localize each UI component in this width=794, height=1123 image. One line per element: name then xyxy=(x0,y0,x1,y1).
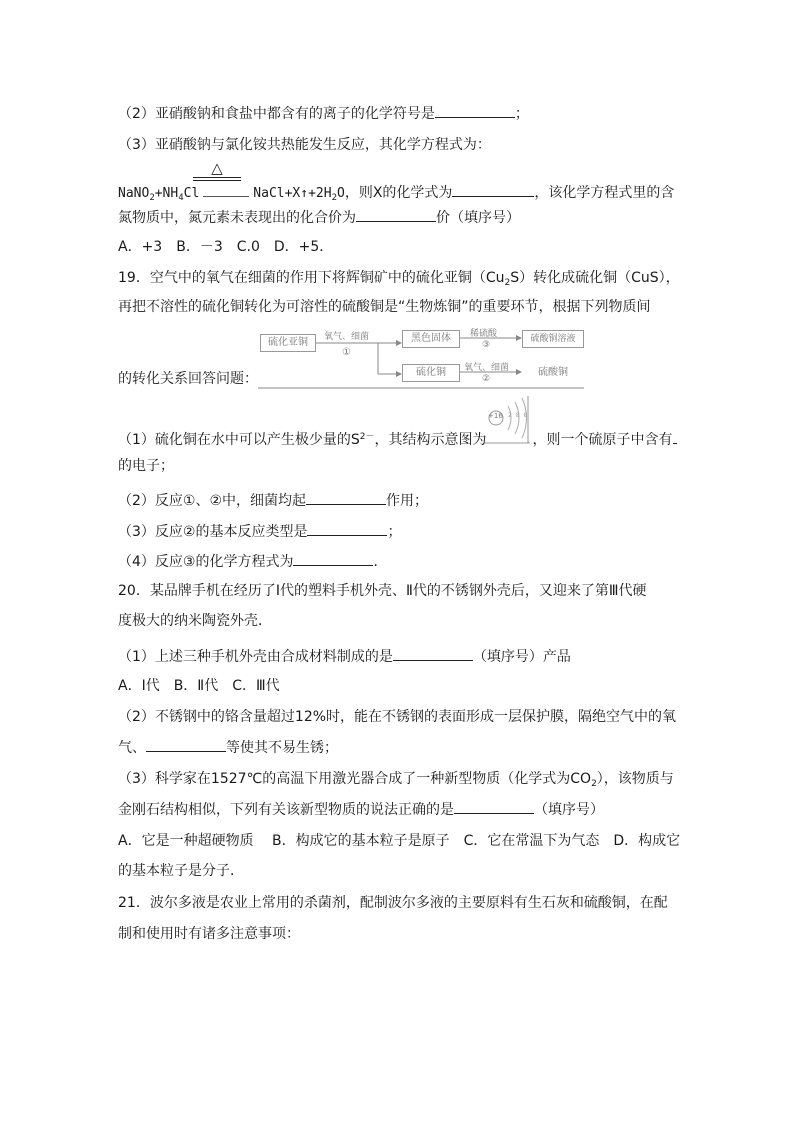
arrow3-label: 稀硫酸 xyxy=(470,329,498,339)
atom-shell-numbers: 2 8 8 xyxy=(508,412,529,419)
conversion-flow-diagram xyxy=(258,329,584,389)
q20-part3-options-cont: 的基本粒子是分子． xyxy=(118,863,244,879)
q19-line1: 19．空气中的氧气在细菌的作用下将辉铜矿中的硫化亚铜$(Cu_2S)$转化成硫化铜（CuS）， xyxy=(118,270,680,288)
q18-part2: （2）亚硝酸钠和食盐中都含有的离子的化学符号是 ； xyxy=(118,103,529,124)
q20-line2: 度极大的纳米陶瓷外壳． xyxy=(118,613,272,629)
q20-line1: 20．某品牌手机在经历了Ⅰ代的塑料手机外壳、Ⅱ代的不锈钢外壳后，又迎来了第Ⅲ代硬 xyxy=(118,583,647,599)
q20-part2-cont: 气、 等使其不易生锈； xyxy=(118,737,338,758)
q21-line1: 21．波尔多液是农业上常用的杀菌剂，配制波尔多液的主要原料有生石灰和硫酸铜，在配 xyxy=(118,895,668,911)
arrow2-label: 氧气、细菌 xyxy=(464,363,510,373)
q20-part3-cont: 金刚石结构相似，下列有关该新型物质的说法正确的是 （填序号） xyxy=(118,799,604,820)
q19-part1-cont: 的电子； xyxy=(118,458,174,474)
q18-options: A．+3 B．－3 C.0 D．+5． xyxy=(118,239,334,255)
answer-blank[interactable] xyxy=(452,182,534,197)
chemical-equation: $NaNO_2+NH_4Cl$ $NaCl+X↑+2H_2O$，则X的化学式为 ，该化学方程式里的含 xyxy=(118,182,674,204)
q20-part2: （2）不锈钢中的铬含量超过12%时，能在不锈钢的表面形成一层保护膜，隔绝空气中的氧 xyxy=(118,709,677,725)
q20-part1: （1）上述三种手机外壳由合成材料制成的是 （填序号）产品 xyxy=(118,646,571,667)
answer-blank[interactable] xyxy=(435,103,515,118)
box-black-solid: 黑色固体 xyxy=(402,330,460,348)
q19-part3: （3）反应②的基本反应类型是 ； xyxy=(118,521,401,542)
arrow1-number: ① xyxy=(342,347,351,358)
q19-line2: 再把不溶性的硫化铜转化为可溶性的硫酸铜是“生物炼铜”的重要环节，根据下列物质间 xyxy=(118,299,651,315)
q19-part2: （2）反应①、②中，细菌均起 作用； xyxy=(118,490,428,511)
q18-part3: （3）亚硝酸钠与氯化铵共热能发生反应，其化学方程式为： xyxy=(118,137,491,153)
q18-valence-line: 氮物质中，氮元素未表现出的化合价为 价（填序号） xyxy=(118,207,520,228)
reaction-condition: △ xyxy=(193,160,241,181)
box-copper-sulfide: 硫化铜 xyxy=(402,364,460,382)
q19-part4: （4）反应③的化学方程式为 ． xyxy=(118,551,387,572)
box-copper-sulfate: 硫酸铜 xyxy=(522,364,584,382)
answer-blank[interactable] xyxy=(146,737,226,752)
q20-part3: （3）科学家在1527℃的高温下用激光器合成了一种新型物质（化学式为$CO_2$），该物质与 xyxy=(118,771,674,789)
q21-line2: 制和使用时有诸多注意事项： xyxy=(118,926,300,942)
box-copper-sulfate-solution: 硫酸铜溶液 xyxy=(522,330,584,348)
answer-blank[interactable] xyxy=(393,646,473,661)
arrow3-number: ③ xyxy=(482,340,491,350)
q19-line3: 的转化关系回答问题： xyxy=(118,371,258,387)
answer-blank[interactable] xyxy=(356,207,436,222)
box-cuprous-sulfide: 硫化亚铜 xyxy=(260,334,316,352)
q19-part1: （1）硫化铜在水中可以产生极少量的$S^{2-}$，其结构示意图为 ，则一个硫原子中含有 xyxy=(118,429,677,450)
answer-blank[interactable] xyxy=(454,799,534,814)
answer-blank[interactable] xyxy=(673,429,677,444)
q20-part3-options: A．它是一种超硬物质 B．构成它的基本粒子是原子 C．它在常温下为气态 D．构成它 xyxy=(118,833,681,849)
q20-part1-options: A．Ⅰ代 B．Ⅱ代 C．Ⅲ代 xyxy=(118,678,280,694)
equation-arrow-line xyxy=(203,186,249,197)
arrow1-label: 氧气、细菌 xyxy=(324,332,370,342)
answer-blank[interactable] xyxy=(293,551,373,566)
atom-nucleus-label: +16 xyxy=(488,412,503,420)
arrow2-number: ② xyxy=(482,374,491,384)
answer-blank[interactable] xyxy=(307,521,387,536)
answer-blank[interactable] xyxy=(306,490,386,505)
